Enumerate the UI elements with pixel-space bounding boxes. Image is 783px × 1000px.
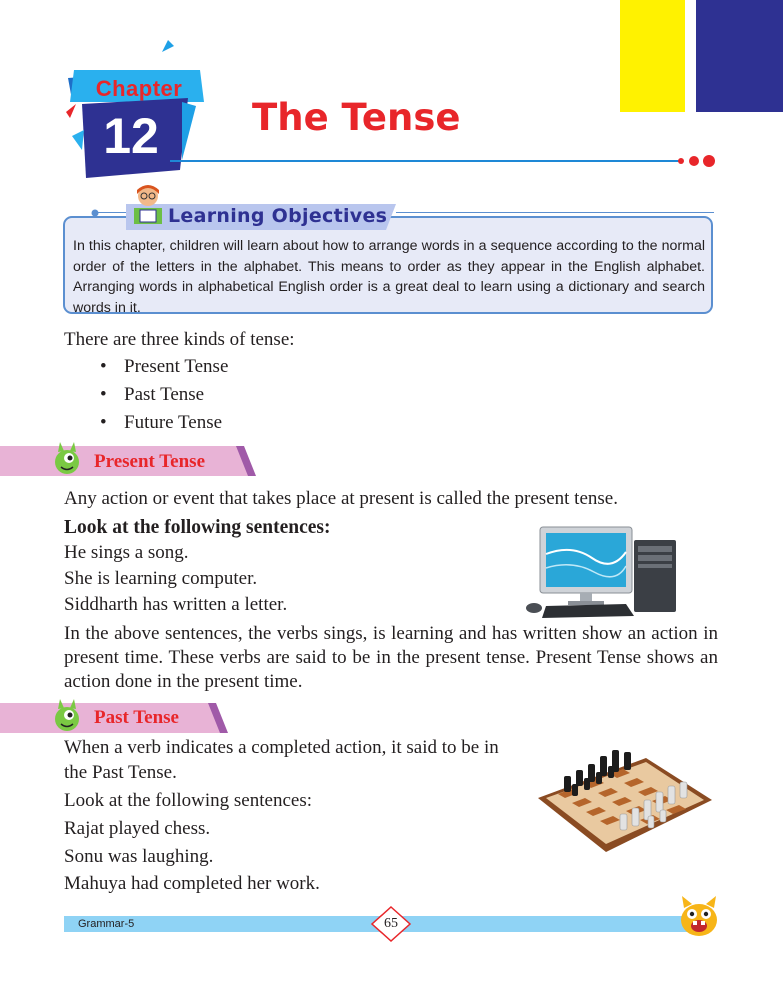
present-sentence: He sings a song. [64, 542, 189, 563]
present-heading: Present Tense [94, 451, 206, 472]
computer-image [522, 524, 682, 622]
decor-yellow-block [620, 0, 685, 112]
present-look-heading: Look at the following sentences: [64, 517, 331, 538]
list-item: • Present Tense [100, 356, 229, 377]
past-heading: Past Tense [94, 707, 179, 728]
objectives-dot [90, 208, 100, 218]
green-monster-icon [50, 697, 84, 733]
orange-monster-icon [676, 894, 722, 940]
list-item: • Past Tense [100, 384, 205, 405]
past-definition-line1: When a verb indicates a completed action, it said to be in [64, 737, 499, 758]
present-sentence: She is learning computer. [64, 568, 258, 589]
page-number: 65 [384, 916, 398, 931]
chapter-label: Chapter [95, 76, 183, 101]
past-definition-line2: the Past Tense. [64, 762, 177, 783]
past-sentence: Rajat played chess. [64, 818, 211, 839]
green-monster-icon [50, 440, 84, 476]
decor-blue-block [696, 0, 783, 112]
chapter-title: The Tense [252, 96, 461, 139]
objectives-text: In this chapter, children will learn about how to arrange words in a sequence according to the normal order of the letters in the alphabet. This means to order as they appear in the English alphabet. Arranging words in alphabetical English order is a great deal to learn using a dictionary and search words in it. [73, 238, 705, 316]
past-sentence: Mahuya had completed her work. [64, 873, 320, 894]
objectives-rule-right [396, 212, 714, 213]
chessboard-image [536, 740, 716, 860]
list-item: • Future Tense [100, 412, 223, 433]
chapter-number: 12 [103, 108, 159, 164]
footer-book-title: Grammar-5 [78, 918, 135, 930]
past-look-text: Look at the following sentences: [64, 790, 312, 811]
title-rule [170, 160, 680, 162]
objectives-title: Learning Objectives [168, 205, 388, 227]
intro-text: There are three kinds of tense: [64, 329, 295, 350]
present-sentence: Siddharth has written a letter. [64, 594, 288, 615]
present-explanation: In the above sentences, the verbs sings, is learning and has written show an action in present time. These verbs are said to be in the present tense. Present Tense shows an action done in the present time. [64, 623, 718, 692]
present-definition: Any action or event that takes place at present is called the present tense. [64, 488, 618, 509]
rule-dots [676, 153, 720, 171]
past-sentence: Sonu was laughing. [64, 846, 214, 867]
student-reading-icon [130, 182, 166, 228]
